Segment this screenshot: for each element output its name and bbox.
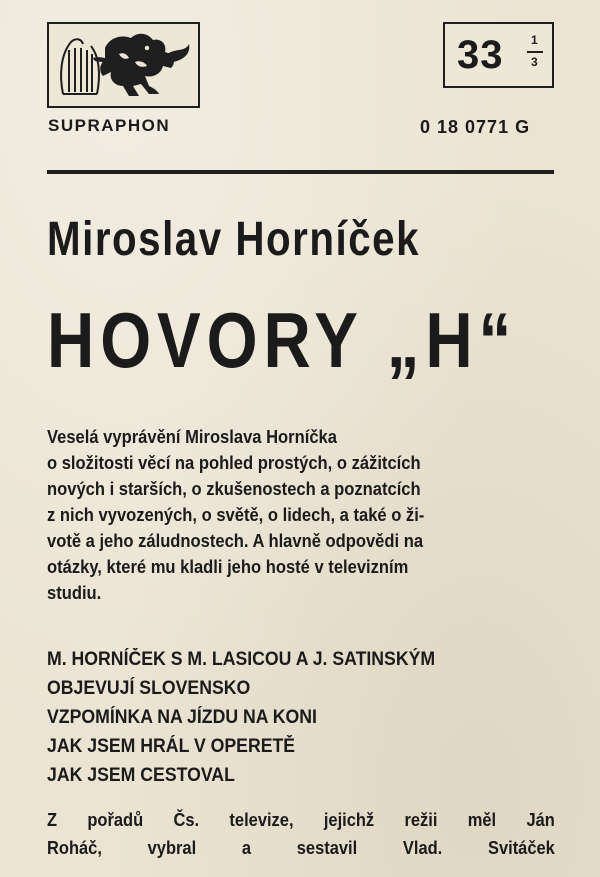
description-line: studiu. <box>47 583 102 603</box>
description-line: votě a jeho záludnostech. A hlavně odpovědi na <box>47 531 424 551</box>
credits <box>47 806 557 862</box>
artist-name: Miroslav Horníček <box>47 213 421 266</box>
track-item: JAK JSEM CESTOVAL <box>47 765 235 786</box>
speed-main: 33 <box>457 33 504 77</box>
description-line: Veselá vyprávění Miroslava Horníčka <box>47 427 337 447</box>
track-item: OBJEVUJÍ SLOVENSKO <box>47 678 251 699</box>
credits-line: Z pořadů Čs. televize, jejichž režii měl Ján <box>47 810 555 830</box>
description-line: o složitosti věcí na pohled prostých, o zážitcích <box>47 453 421 473</box>
supraphon-logo <box>47 22 200 108</box>
description-line: z nich vyvozených, o světě, o lidech, a také o ži- <box>47 505 425 525</box>
track-item: M. HORNÍČEK S M. LASICOU A J. SATINSKÝM <box>47 649 436 670</box>
track-item: VZPOMÍNKA NA JÍZDU NA KONI <box>47 707 317 728</box>
description-line: otázky, které mu kladli jeho hosté v televizním <box>47 557 409 577</box>
brand-name: SUPRAPHON <box>48 116 171 135</box>
lion-lyre-icon <box>49 24 198 106</box>
catalog-number: 0 18 0771 G <box>420 117 531 137</box>
album-title: HOVORY „H“ <box>47 296 518 384</box>
description <box>47 424 557 606</box>
speed-fraction-bar <box>527 51 543 53</box>
speed-numerator: 1 <box>531 33 538 47</box>
track-list <box>47 645 464 790</box>
description-line: nových i starších, o zkušenostech a poznatcích <box>47 479 421 499</box>
header-divider <box>47 170 554 174</box>
track-item: JAK JSEM HRÁL V OPERETĚ <box>47 736 296 757</box>
speed-badge <box>443 22 554 88</box>
credits-line: Roháč, vybral a sestavil Vlad. Svitáček <box>47 838 555 858</box>
speed-denominator: 3 <box>531 55 538 69</box>
